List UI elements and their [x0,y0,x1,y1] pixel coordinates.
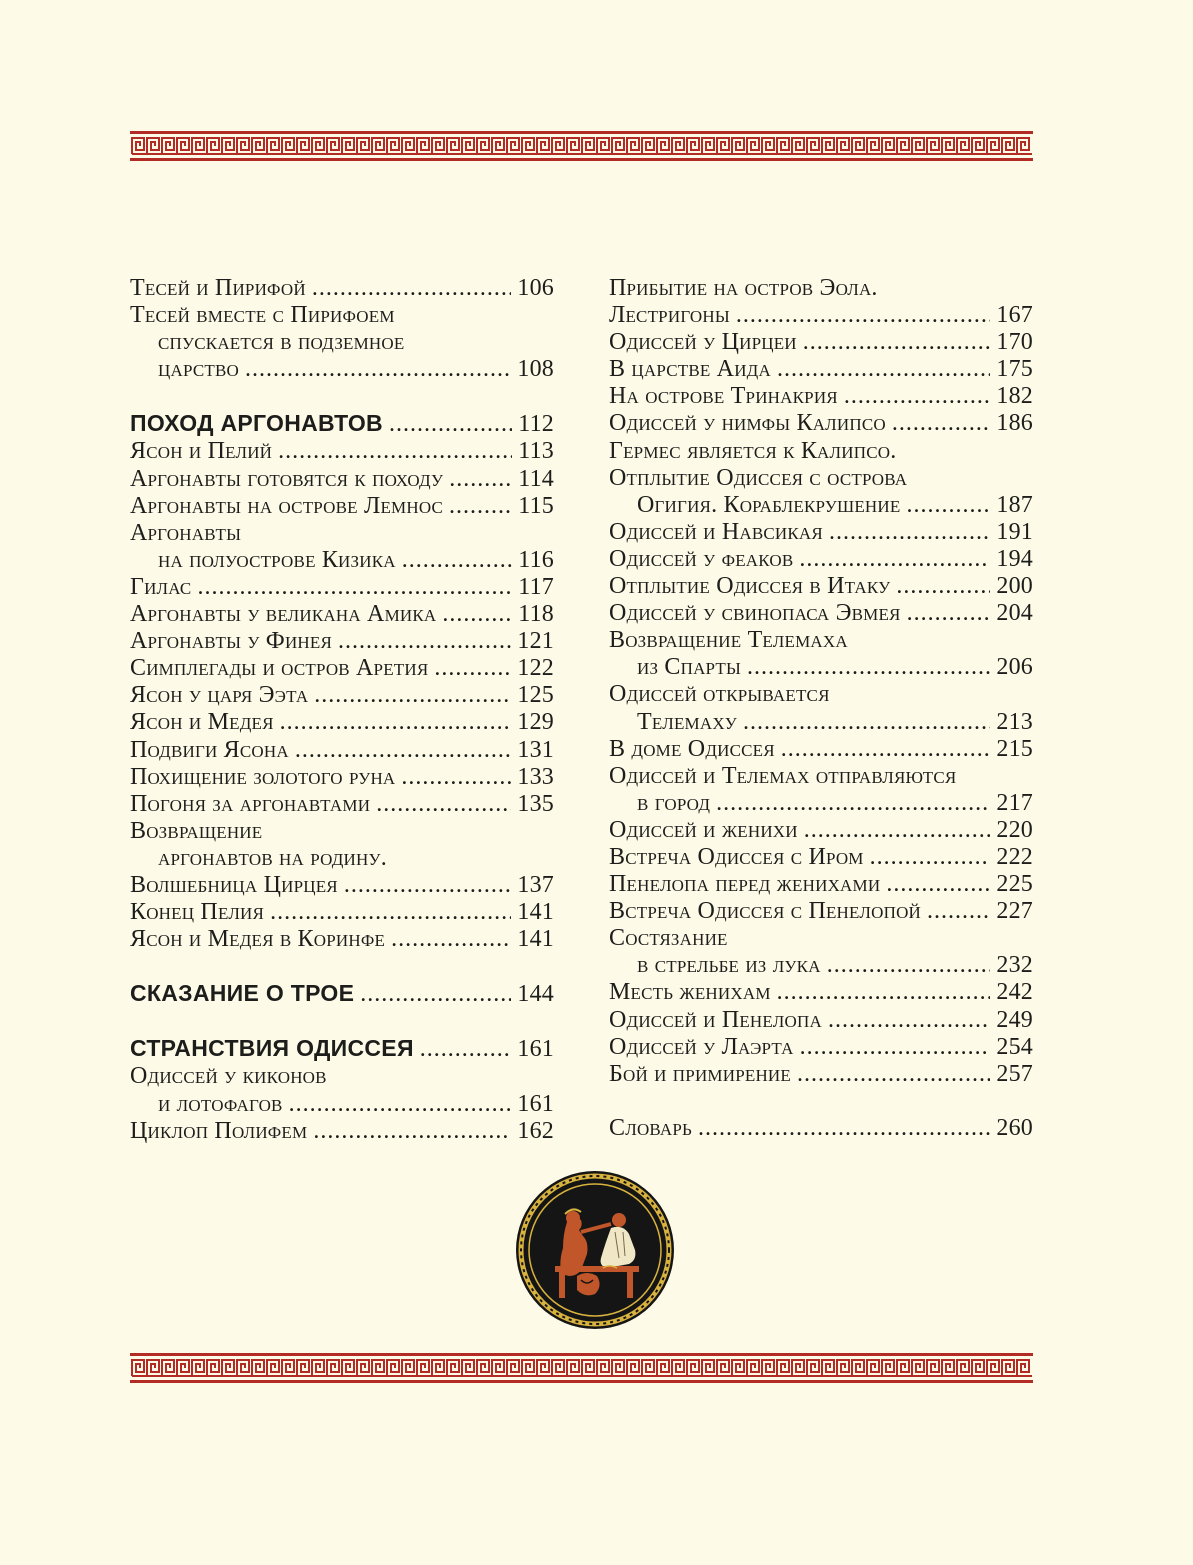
toc-page-number: 122 [517,655,554,682]
toc-line [609,410,1033,437]
toc-entry [609,736,1033,763]
toc-entry [609,275,1033,329]
toc-line [130,926,554,953]
toc-line [130,1035,554,1063]
toc-page-number: 213 [996,708,1033,735]
toc-page-number: 161 [517,1090,554,1117]
toc-leader-dots [829,519,990,546]
toc-page-number: 249 [996,1006,1033,1033]
toc-leader-dots [449,466,512,493]
toc-entry [130,818,554,872]
toc-leader-dots [434,655,511,682]
toc-line [130,709,554,736]
toc-page-number: 129 [517,709,554,736]
toc-page-number: 191 [996,518,1033,545]
toc-leader-dots [698,1115,990,1142]
toc-page-number: 200 [996,573,1033,600]
toc-title: Отплытие Одиссея в Итаку [609,573,891,600]
toc-entry [130,791,554,818]
toc-leader-dots [886,871,990,898]
toc-line [130,275,554,302]
toc-page-number: 106 [517,275,554,301]
toc-leader-dots [344,872,512,899]
toc-entry [130,520,554,574]
toc-entry [609,329,1033,356]
toc-title: Тесей и Пирифой [130,275,306,301]
toc-page-number: 260 [996,1114,1033,1141]
toc-line [609,546,1033,573]
toc-line [130,628,554,655]
toc-page-number: 182 [996,383,1033,410]
toc-title: и лотофагов [158,1090,283,1117]
toc-page-number: 118 [518,601,554,628]
toc-page-number: 206 [996,654,1033,681]
toc-title: В доме Одиссея [609,735,775,762]
toc-page-number: 186 [996,410,1033,437]
toc-page-number: 117 [518,573,554,600]
toc-entry [609,871,1033,898]
toc-leader-dots [376,791,511,818]
toc-section-heading [130,1035,554,1063]
toc-entry [609,1007,1033,1034]
toc-leader-dots [844,383,991,410]
toc-title: Одиссей открывается [609,681,830,708]
toc-line [609,817,1033,844]
toc-line [130,1091,554,1118]
toc-leader-dots [927,898,990,925]
toc-title: Словарь [609,1114,692,1141]
toc-entry [130,872,554,899]
toc-leader-dots [338,628,511,655]
toc-leader-dots [781,736,991,763]
toc-line [609,356,1033,383]
toc-title: ПОХОД АРГОНАВТОВ [130,410,383,437]
toc-leader-dots [314,682,511,709]
toc-page-number: 161 [517,1036,554,1063]
toc-title: Возвращение [130,817,263,844]
toc-leader-dots [295,737,512,764]
toc-title: Возвращение Телемаха [609,627,848,654]
toc-leader-dots [389,411,512,438]
toc-line [130,899,554,926]
toc-title: Симплегады и остров Аретия [130,655,429,682]
toc-page-number: 112 [518,411,554,438]
toc-page-number: 115 [518,492,554,519]
toc-leader-dots [797,1061,990,1088]
toc-line [130,682,554,709]
toc-line [609,1115,1033,1142]
toc-title: Отплытие Одиссея с острова [609,464,908,491]
toc-title: Огигия. Кораблекрушение [637,491,901,518]
toc-page-number: 232 [996,952,1033,979]
toc-line [130,1118,554,1145]
toc-page-number: 215 [996,735,1033,762]
toc-line [609,952,1033,979]
toc-line [609,871,1033,898]
toc-title: Встреча Одиссея с Пенелопой [609,898,922,925]
toc-line [609,519,1033,546]
toc-leader-dots [289,1091,512,1118]
toc-leader-dots [747,654,990,681]
toc-leader-dots [743,709,990,736]
toc-entry [130,655,554,682]
toc-title: Ясон и Медея [130,709,274,736]
toc-line [609,898,1033,925]
toc-entry [609,573,1033,600]
toc-title: Аргонавты у великана Амика [130,601,437,628]
toc-entry [130,899,554,926]
toc-page-number: 167 [996,302,1033,329]
toc-column-left [130,275,554,1145]
toc-entry [130,926,554,953]
toc-entry [609,1061,1033,1088]
toc-page-number: 141 [517,899,554,926]
toc-page-number: 170 [996,329,1033,356]
toc-line [609,302,1033,329]
toc-page-number: 133 [517,763,554,790]
toc-page-number: 114 [518,465,554,492]
toc-title: царство [158,356,239,383]
toc-leader-dots [799,546,990,573]
toc-page-number: 254 [996,1033,1033,1060]
toc-line [609,709,1033,736]
toc-line [609,681,1033,708]
toc-line [609,275,1033,302]
toc-entry [609,817,1033,844]
toc-page-number: 187 [996,491,1033,518]
toc-title: Одиссей у феаков [609,545,794,572]
toc-leader-dots [906,492,990,519]
toc-entry [130,1118,554,1145]
toc-leader-dots [870,844,991,871]
toc-leader-dots [907,600,991,627]
toc-entry [130,302,554,383]
toc-line [609,465,1033,492]
toc-title: Погоня за аргонавтами [130,790,371,817]
toc-entry [130,601,554,628]
greek-vase-medallion-illustration [515,1170,675,1330]
meander-border-bottom [130,1353,1033,1383]
toc-title: Одиссей и женихи [609,816,798,843]
toc-leader-dots [896,573,990,600]
toc-line [609,383,1033,410]
toc-line [130,466,554,493]
toc-page-number: 175 [996,356,1033,383]
toc-page-number: 222 [996,843,1033,870]
toc-page-number: 141 [517,926,554,953]
toc-page-number: 131 [517,736,554,763]
toc-line [130,438,554,465]
toc-title: спускается в подземное [158,329,405,356]
toc-leader-dots [736,302,990,329]
toc-title: Телемаху [637,708,738,735]
toc-section-heading [130,410,554,438]
toc-line [609,627,1033,654]
toc-title: Тесей вместе с Пирифоем [130,302,395,329]
toc-title: в город [637,789,711,816]
toc-title: Аргонавты у Финея [130,628,333,655]
toc-line [609,1034,1033,1061]
toc-line [130,356,554,383]
toc-leader-dots [449,493,512,520]
toc-title: на полуострове Кизика [158,546,396,573]
toc-line [609,1007,1033,1034]
toc-page-number: 125 [517,682,554,709]
toc-title: Одиссей у киконов [130,1063,327,1090]
toc-entry [130,628,554,655]
toc-line [130,574,554,601]
toc-line [130,329,554,356]
toc-title: Аргонавты [130,519,242,546]
toc-line [130,872,554,899]
toc-title: в стрельбе из лука [637,952,821,979]
toc-title: Гермес является к Калипсо. [609,437,897,464]
toc-leader-dots [827,952,991,979]
toc-leader-dots [312,275,512,302]
toc-title: Месть женихам [609,979,771,1006]
toc-leader-dots [777,979,991,1006]
toc-page-number: 217 [996,789,1033,816]
toc-line [609,329,1033,356]
toc-title: Ясон и Пелий [130,438,273,465]
toc-line [130,493,554,520]
toc-entry [130,574,554,601]
toc-entry [609,898,1033,925]
toc-title: Бой и примирение [609,1060,791,1087]
toc-line [609,573,1033,600]
toc-leader-dots [313,1118,511,1145]
toc-leader-dots [420,1036,512,1063]
toc-page-number: 242 [996,979,1033,1006]
toc-leader-dots [716,790,990,817]
toc-line [130,655,554,682]
toc-entry [609,844,1033,871]
toc-title: Одиссей и Пенелопа [609,1006,822,1033]
toc-page-number: 144 [517,981,554,1008]
toc-title: Одиссей у Лаэрта [609,1033,794,1060]
toc-line [609,438,1033,465]
toc-leader-dots [197,574,512,601]
toc-line [130,410,554,438]
toc-entry [609,1115,1033,1142]
toc-line [130,302,554,329]
toc-entry [130,682,554,709]
toc-leader-dots [278,438,512,465]
toc-section-heading [130,980,554,1008]
toc-title: Волшебница Цирцея [130,871,338,898]
toc-line [130,601,554,628]
toc-title: Похищение золотого руна [130,763,396,790]
toc-entry [130,1063,554,1117]
toc-entry [130,764,554,791]
toc-page-number: 204 [996,600,1033,627]
toc-title: Одиссей у нимфы Калипсо [609,410,886,437]
toc-line [130,1063,554,1090]
toc-leader-dots [391,926,511,953]
toc-page-number: 225 [996,871,1033,898]
toc-title: В царстве Аида [609,356,771,383]
toc-title: Одиссей у свинопаса Эвмея [609,600,901,627]
toc-column-right [609,275,1033,1142]
toc-line [130,845,554,872]
toc-leader-dots [402,547,513,574]
toc-line [609,790,1033,817]
toc-title: Гилас [130,573,192,600]
toc-line [130,547,554,574]
toc-entry [130,737,554,764]
toc-page-number: 121 [517,628,554,655]
toc-entry [130,438,554,465]
meander-border-top [130,131,1033,161]
toc-page-number: 116 [518,546,554,573]
toc-title: Подвиги Ясона [130,736,289,763]
toc-title: Состязание [609,925,728,952]
toc-leader-dots [270,899,511,926]
toc-page-number: 135 [517,790,554,817]
toc-entry [609,600,1033,627]
toc-entry [609,383,1033,410]
toc-line [130,980,554,1008]
toc-leader-dots [777,356,990,383]
toc-leader-dots [800,1034,991,1061]
toc-title: Одиссей и Навсикая [609,518,823,545]
toc-title: Лестригоны [609,302,730,329]
toc-line [609,1061,1033,1088]
toc-leader-dots [360,981,511,1008]
toc-leader-dots [280,709,512,736]
toc-entry [609,356,1033,383]
toc-line [609,979,1033,1006]
toc-leader-dots [892,410,991,437]
toc-page-number: 162 [517,1117,554,1144]
toc-title: Аргонавты готовятся к походу [130,465,444,492]
toc-line [609,844,1033,871]
toc-line [130,737,554,764]
toc-page-number: 257 [996,1060,1033,1087]
toc-title: Одиссей у Цирцеи [609,329,797,356]
toc-line [130,791,554,818]
toc-line [609,492,1033,519]
toc-title: Аргонавты на острове Лемнос [130,492,444,519]
toc-page-number: 113 [518,438,554,465]
toc-title: На острове Тринакрия [609,383,838,410]
toc-entry [609,763,1033,817]
toc-title: СКАЗАНИЕ О ТРОЕ [130,980,355,1007]
toc-leader-dots [442,601,512,628]
toc-page-number: 194 [996,545,1033,572]
toc-line [130,764,554,791]
toc-entry [130,275,554,302]
toc-title: Ясон у царя Ээта [130,682,309,709]
toc-entry [609,627,1033,681]
toc-title: из Спарты [637,654,742,681]
toc-title: Циклоп Полифем [130,1117,308,1144]
toc-line [609,763,1033,790]
toc-page-number: 137 [517,871,554,898]
toc-title: Пенелопа перед женихами [609,871,881,898]
toc-entry [609,979,1033,1006]
toc-title: Одиссей и Телемах отправляются [609,762,957,789]
toc-entry [609,438,1033,519]
toc-entry [130,493,554,520]
toc-title: Конец Пелия [130,899,265,926]
toc-page-number: 108 [517,356,554,383]
toc-page-number: 220 [996,816,1033,843]
toc-line [609,654,1033,681]
toc-title: Ясон и Медея в Коринфе [130,926,386,953]
toc-leader-dots [245,356,511,383]
toc-line [609,925,1033,952]
toc-leader-dots [804,817,991,844]
toc-leader-dots [803,329,991,356]
toc-entry [609,546,1033,573]
toc-line [130,818,554,845]
toc-page-number: 227 [996,898,1033,925]
toc-title: Прибытие на остров Эола. [609,275,878,301]
toc-leader-dots [401,764,511,791]
toc-line [609,600,1033,627]
toc-entry [609,410,1033,437]
toc-line [130,520,554,547]
toc-title: СТРАНСТВИЯ ОДИССЕЯ [130,1035,414,1062]
toc-line [609,736,1033,763]
toc-title: Встреча Одиссея с Иром [609,843,864,870]
toc-entry [609,681,1033,735]
toc-entry [609,1034,1033,1061]
toc-entry [609,925,1033,979]
toc-entry [609,519,1033,546]
toc-entry [130,466,554,493]
toc-leader-dots [828,1007,990,1034]
toc-entry [130,709,554,736]
toc-title: аргонавтов на родину. [158,844,387,871]
